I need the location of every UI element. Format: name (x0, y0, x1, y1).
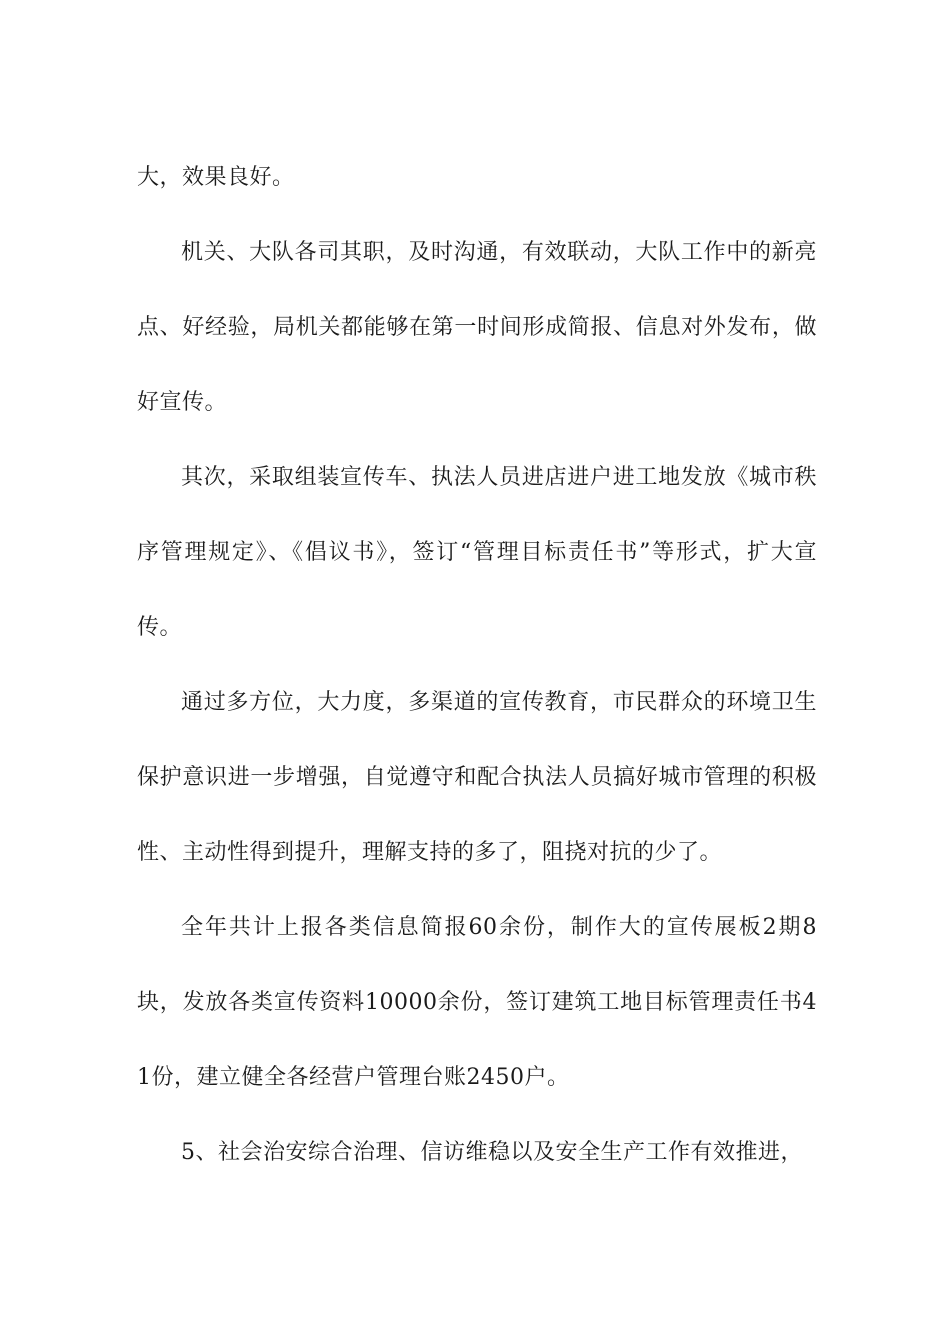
paragraph-section-5-heading: 5、社会治安综合治理、信访维稳以及安全生产工作有效推进， (181, 1140, 803, 1165)
paragraph-coordination: 机关、大队各司其职，及时沟通，有效联动，大队工作中的新亮点、好经验，局机关都能够在第一时间形成简报、信息对外发布，做好宣传。 (137, 240, 817, 415)
paragraph-annual-statistics: 全年共计上报各类信息简报60余份，制作大的宣传展板2期8块，发放各类宣传资料10000余份，签订建筑工地目标管理责任书41份，建立健全各经营户管理台账2450户。 (137, 915, 817, 1090)
document-body (137, 140, 817, 1190)
paragraph-public-awareness: 通过多方位，大力度，多渠道的宣传教育，市民群众的环境卫生保护意识进一步增强，自觉遵守和配合执法人员搞好城市管理的积极性、主动性得到提升，理解支持的多了，阻挠对抗的少了。 (137, 690, 817, 865)
paragraph-continuation: 大，效果良好。 (137, 165, 295, 190)
paragraph-publicity-methods: 其次，采取组装宣传车、执法人员进店进户进工地发放《城市秩序管理规定》、《倡议书》，签订“管理目标责任书”等形式，扩大宣传。 (137, 465, 817, 640)
